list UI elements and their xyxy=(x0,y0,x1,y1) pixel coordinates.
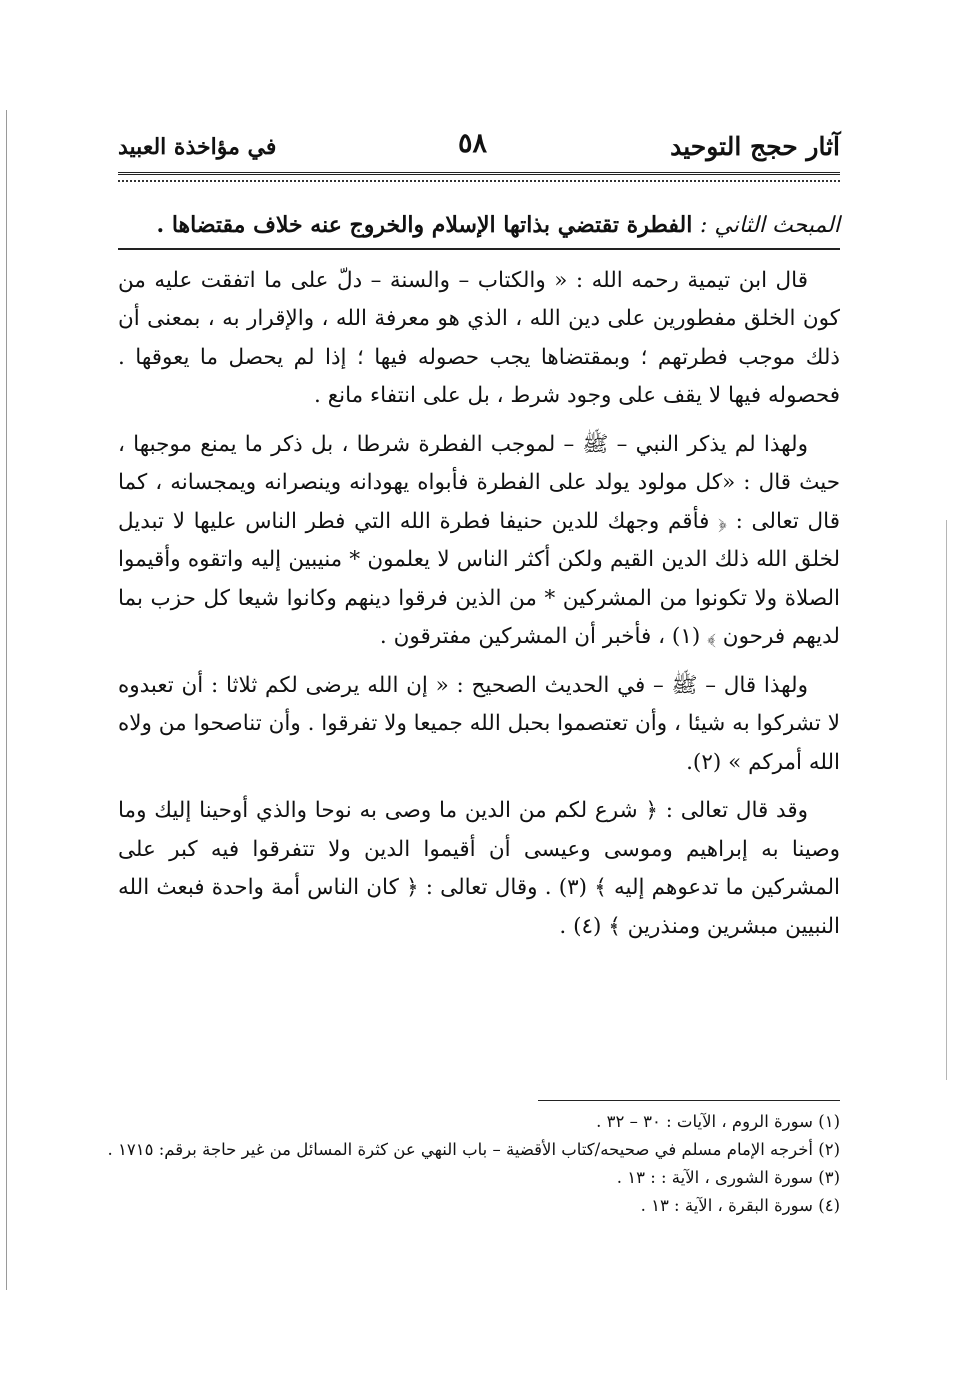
footnote-4: (٤) سورة البقرة ، الآية : ١٣ . xyxy=(640,1196,840,1215)
paragraph-1: قال ابن تيمية رحمه الله : « والكتاب – والسنة – دلّ على ما اتفقت عليه من كون الخلق مفطورين على دين الله ، الذي هو معرفة الله ، والإقرار به ، بمعنى أن ذلك موجب فطرتهم ؛ وبمقتضاها يجب حصوله فيها ؛ إذا لم يحصل ما يعوقها . فحصوله فيها لا يقف على وجود شرط ، بل على انتفاء مانع . xyxy=(118,267,840,408)
paragraph-4: وقد قال تعالى : ﴿ شرع لكم من الدين ما وصى به نوحا والذي أوحينا إليك وما وصينا به إبراهيم وموسى وعيسى أن أقيموا الدين ولا تتفرقوا فيه كبر على المشركين ما تدعوهم إليه ﴾ (٣) . وقال تعالى : ﴿ كان الناس أمة واحدة فبعث الله النبيين مبشرين ومنذرين ﴾ (٤) . xyxy=(118,798,841,939)
section-heading xyxy=(118,206,840,250)
footnote-1: (١) سورة الروم ، الآيات : ٣٠ – ٣٢ . xyxy=(596,1112,840,1131)
footnote-2: (٢) أخرجه الإمام مسلم في صحيحه/كتاب الأقضية – باب النهي عن كثرة المسائل من غير حاجة برقم: ١٧١٥ . xyxy=(107,1140,840,1159)
paragraph-2: ولهذا لم يذكر النبي – ﷺ – لموجب الفطرة شرطا ، بل ذكر ما يمنع موجبها ، حيث قال : «كل مولود يولد على الفطرة فأبواه يهودانه وينصرانه ويمجسانه ، كما قال تعالى : ﴿ فأقم وجهك للدين حنيفا فطرة الله التي فطر الناس عليها لا تبديل لخلق الله ذلك الدين القيم ولكن أكثر الناس لا يعلمون * منيبين إليه واتقوه وأقيموا الصلاة ولا تكونوا من المشركين * من الذين فرقوا دينهم وكانوا شيعا كل حزب بما لديهم فرحون ﴾ (١) ، فأخبر أن المشركين مفترقون . xyxy=(118,431,840,649)
section-title-text: الفطرة تقتضي بذاتها الإسلام والخروج عنه خلاف مقتضاها . xyxy=(156,212,693,238)
main-text xyxy=(118,206,840,946)
header-divider xyxy=(118,172,840,182)
scan-edge-line-right xyxy=(946,520,947,1080)
chapter-title: في مؤاخذة العبيد xyxy=(118,134,277,160)
footnote-divider xyxy=(538,1100,840,1101)
footnote-3: (٣) سورة الشورى ، الآية : : ١٣ . xyxy=(616,1168,840,1187)
paragraph-3: ولهذا قال – ﷺ – في الحديث الصحيح : « إن الله يرضى لكم ثلاثا : أن تعبدوه لا تشركوا به شيئا ، وأن تعتصموا بحبل الله جميعا ولا تفرقوا . وأن تناصحوا من ولاه الله أمركم » (٢). xyxy=(118,672,840,775)
book-title: آثار حجج التوحيد xyxy=(670,132,840,161)
section-lead: المبحث الثاني : xyxy=(700,213,840,238)
scan-edge-line-left xyxy=(6,110,7,1290)
page-number: ٥٨ xyxy=(458,128,488,159)
running-header xyxy=(118,128,840,172)
footnotes xyxy=(107,1108,840,1220)
